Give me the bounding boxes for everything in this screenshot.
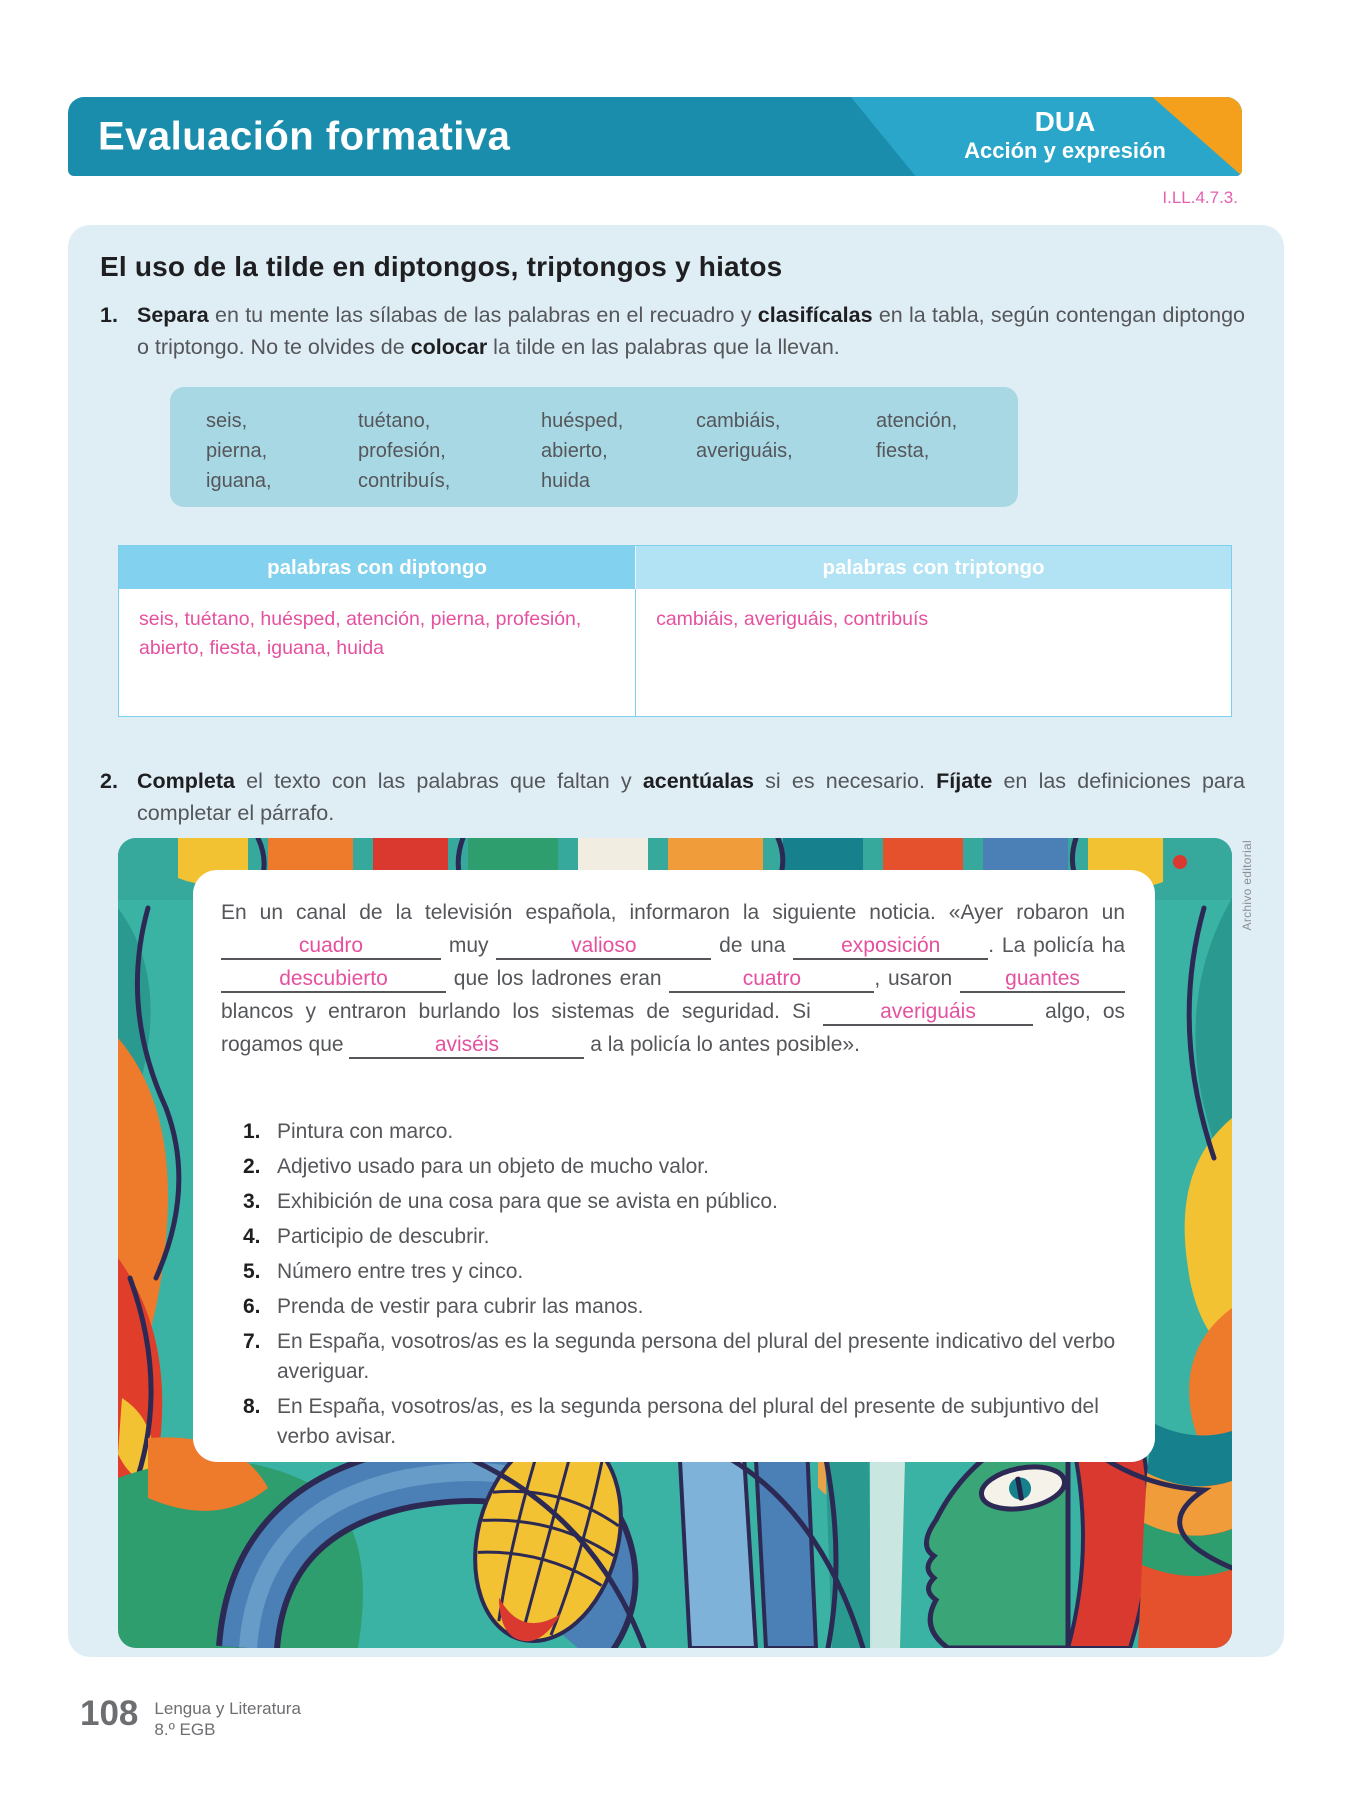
text-segment: muy	[441, 934, 497, 957]
definition-number: 3.	[243, 1190, 261, 1213]
page-number: 108	[80, 1694, 139, 1733]
section-title: El uso de la tilde en diptongos, triptongos y hiatos	[100, 251, 783, 282]
dua-subtitle: Acción y expresión	[964, 137, 1166, 163]
exercise-1	[100, 299, 1245, 364]
word-item: atención,	[876, 410, 958, 432]
definition-text: Prenda de vestir para cubrir las manos.	[277, 1295, 644, 1318]
definition-item	[243, 1292, 1125, 1322]
word-row	[206, 406, 1018, 436]
definition-text: Adjetivo usado para un objeto de mucho valor.	[277, 1155, 709, 1178]
answer-blank: cuatro	[669, 967, 874, 993]
word-box	[170, 387, 1018, 507]
answer-blank: exposición	[793, 934, 988, 960]
image-credit: Archivo editorial	[1240, 840, 1254, 931]
word-item: profesión,	[358, 440, 446, 462]
word-row	[206, 466, 1018, 496]
answer-blank: averiguáis	[823, 1000, 1033, 1026]
definition-item	[243, 1257, 1125, 1287]
definition-number: 8.	[243, 1395, 261, 1418]
footer-subject: Lengua y Literatura	[154, 1699, 301, 1718]
definition-item	[243, 1392, 1125, 1452]
dua-badge	[918, 107, 1212, 164]
text-segment: si es necesario.	[753, 769, 937, 793]
word-item: fiesta,	[876, 440, 930, 462]
painting-box	[118, 838, 1232, 1648]
definition-item	[243, 1222, 1125, 1252]
exercise-2	[100, 765, 1245, 830]
definition-text: Pintura con marco.	[277, 1120, 454, 1143]
definition-item	[243, 1327, 1125, 1387]
table-cell-diptongo-answer: seis, tuétano, huésped, atención, pierna, profesión, abierto, fiesta, iguana, huida	[119, 589, 636, 716]
header-banner	[68, 97, 1242, 176]
definition-number: 1.	[243, 1120, 261, 1143]
word-item: cambiáis,	[696, 410, 781, 432]
table-cell-triptongo-answer: cambiáis, averiguáis, contribuís	[656, 608, 929, 630]
definitions-list	[221, 1117, 1125, 1452]
definition-item	[243, 1117, 1125, 1147]
answer-blank: guantes	[960, 967, 1125, 993]
definition-text: En España, vosotros/as es la segunda persona del plural del presente indicativo del verbo averiguar.	[277, 1330, 1116, 1383]
word-item: tuétano,	[358, 410, 431, 432]
answer-blank: cuadro	[221, 934, 441, 960]
definition-item	[243, 1187, 1125, 1217]
text-segment: . La policía ha	[988, 934, 1126, 957]
text-segment: Fíjate	[936, 769, 993, 793]
fill-in-paragraph	[221, 896, 1125, 1061]
definition-number: 6.	[243, 1295, 261, 1318]
word-item: huésped,	[541, 410, 624, 432]
text-segment: algo, os rogamos que	[221, 1000, 1126, 1056]
text-segment: de una	[711, 934, 794, 957]
exercise-1-instruction	[137, 299, 1245, 364]
word-item: abierto,	[541, 440, 608, 462]
text-segment: en la tabla, según contengan diptongo o triptongo. No te olvides de	[137, 303, 1245, 360]
text-segment: a la policía lo antes posible».	[584, 1033, 860, 1056]
definition-text: Número entre tres y cinco.	[277, 1260, 524, 1283]
footer-info	[154, 1695, 301, 1741]
text-segment: el texto con las palabras que faltan y	[234, 769, 643, 793]
word-item: contribuís,	[358, 470, 451, 492]
definition-text: Participio de descubrir.	[277, 1225, 490, 1248]
dua-label: DUA	[1034, 106, 1096, 137]
text-segment: en las definiciones para completar el párrafo.	[137, 769, 1246, 826]
content-panel	[68, 225, 1284, 1657]
definition-number: 4.	[243, 1225, 261, 1248]
standard-code: I.LL.4.7.3.	[1162, 188, 1238, 207]
page-title: Evaluación formativa	[98, 114, 511, 158]
definition-text: Exhibición de una cosa para que se avista en público.	[277, 1190, 778, 1213]
text-segment: Separa	[137, 303, 209, 327]
page-footer	[80, 1695, 301, 1741]
table-header-diptongo: palabras con diptongo	[119, 546, 636, 589]
classification-table	[118, 545, 1232, 717]
word-item: seis,	[206, 410, 248, 432]
exercise-1-number: 1.	[100, 303, 118, 327]
word-item: pierna,	[206, 440, 268, 462]
text-segment: colocar	[410, 335, 488, 360]
definition-number: 7.	[243, 1330, 261, 1353]
answer-blank: descubierto	[221, 967, 446, 993]
text-segment: blancos y entraron burlando los sistemas de seguridad. Si	[221, 1000, 823, 1023]
word-item: averiguáis,	[696, 440, 793, 462]
word-item: iguana,	[206, 470, 272, 492]
table-header-triptongo: palabras con triptongo	[636, 546, 1231, 589]
text-segment: acentúalas	[642, 769, 754, 793]
text-segment: clasifícalas	[757, 303, 873, 327]
definition-item	[243, 1152, 1125, 1182]
activity-card	[193, 870, 1155, 1462]
word-item: huida	[541, 470, 590, 492]
answer-blank: aviséis	[349, 1033, 584, 1059]
text-segment: la tilde en las palabras que la llevan.	[487, 335, 840, 360]
definition-number: 5.	[243, 1260, 261, 1283]
definition-text: En España, vosotros/as, es la segunda persona del plural del presente de subjuntivo del verbo avisar.	[277, 1395, 1099, 1448]
text-segment: En un canal de la televisión española, informaron la siguiente noticia. «Ayer robaron un	[221, 901, 1125, 924]
exercise-2-instruction	[137, 765, 1245, 830]
text-segment: , usaron	[874, 967, 961, 990]
exercise-2-number: 2.	[100, 769, 118, 793]
text-segment: Completa	[137, 769, 235, 793]
answer-blank: valioso	[496, 934, 711, 960]
word-row	[206, 436, 1018, 466]
text-segment: en tu mente las sílabas de las palabras en el recuadro y	[208, 303, 758, 327]
text-segment: que los ladrones eran	[446, 967, 670, 990]
definition-number: 2.	[243, 1155, 261, 1178]
footer-grade: 8.º EGB	[154, 1720, 216, 1740]
